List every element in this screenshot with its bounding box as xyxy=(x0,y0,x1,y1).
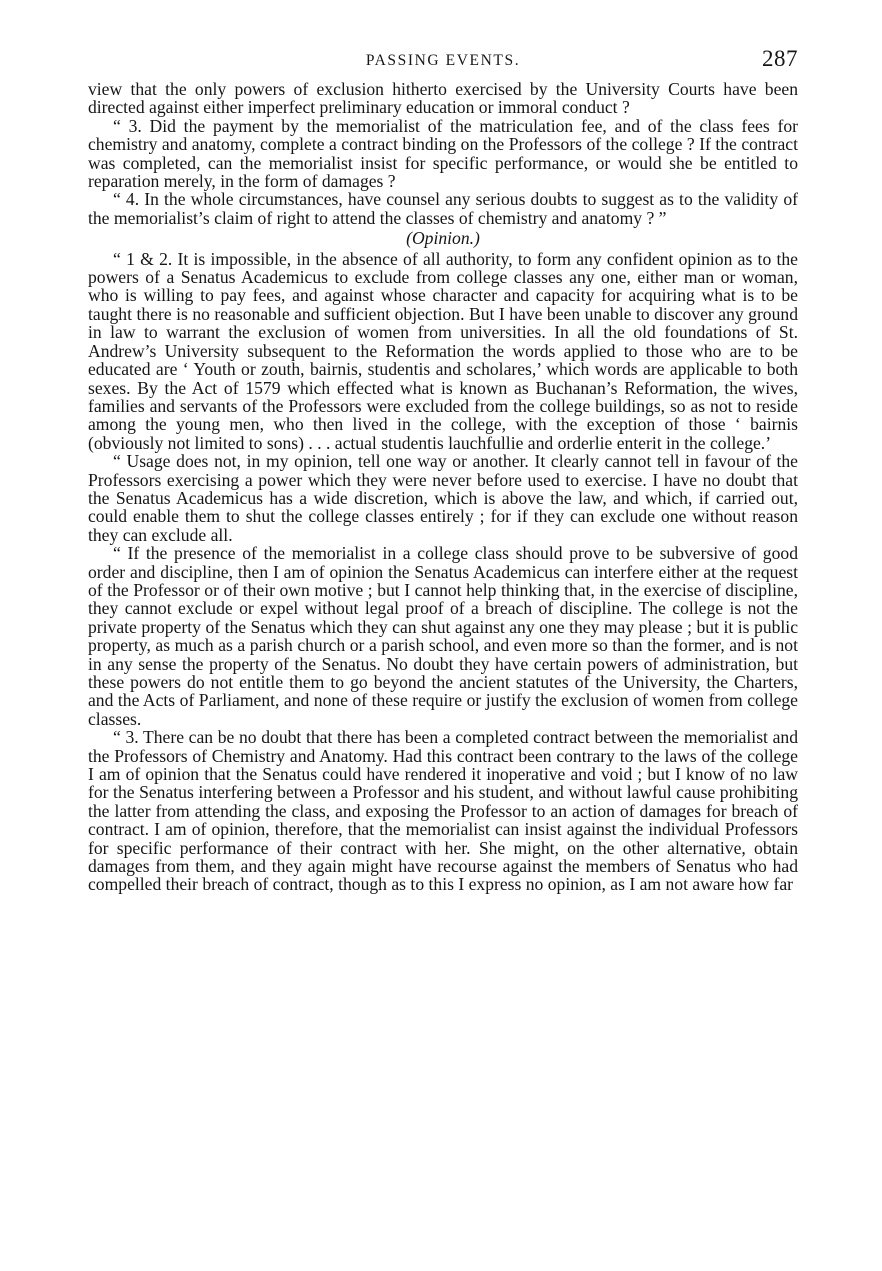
document-page xyxy=(88,46,798,894)
opinion-heading: (Opinion.) xyxy=(406,228,480,249)
paragraph-opinion-3: “ 3. There can be no doubt that there has been a completed contract between the memorialist and the Professors of Chemistry and Anatomy. Had this contract been contrary to the laws of the college I am of opinion that the Senatus could have rendered it inoperative and void ; but I know of no law for the Senatus interfering between a Professor and his student, and without lawful cause prohibiting the latter from attending the class, and exposing the Professor to an action of damages for breach of contract. I am of opinion, therefore, that the memorialist can insist against the individual Professors for specific performance of their contract with her. She might, on the other alternative, obtain damages from them, and they again might have recourse against the members of Senatus who had compelled their breach of contract, though as to this I express no opinion, as I am not aware how far xyxy=(88,727,798,895)
page-header xyxy=(88,46,798,80)
body-text xyxy=(88,80,798,894)
paragraph-continuation: view that the only powers of exclusion hitherto exercised by the University Courts have been directed against either imperfect preliminary education or immoral conduct ? xyxy=(88,79,798,118)
paragraph-discipline: “ If the presence of the memorialist in a college class should prove to be subversive of good order and discipline, then I am of opinion the Senatus Academicus can interfere either at the request of the Professor or of their own motive ; but I cannot help thinking that, in the exercise of discipline, they cannot exclude or expel without legal proof of a breach of discipline. The college is not the private property of the Senatus which they can shut against any one they may please ; but it is public property, as much as a parish church or a parish school, and even more so than the former, and is not in any sense the property of the Senatus. No doubt they have certain powers of administration, but these powers do not entitle them to go beyond the ancient statutes of the University, the Charters, and the Acts of Parliament, and none of these require or justify the exclusion of women from college classes. xyxy=(88,543,798,729)
paragraph-question-4: “ 4. In the whole circumstances, have counsel any serious doubts to suggest as to the validity of the memorialist’s claim of right to attend the classes of chemistry and anatomy ? ” xyxy=(88,189,798,228)
paragraph-question-3: “ 3. Did the payment by the memorialist of the matriculation fee, and of the class fees for chemistry and anatomy, complete a contract binding on the Professors of the college ? If the contract was completed, can the memorialist insist for specific performance, or would she be entitled to reparation merely, in the form of damages ? xyxy=(88,115,798,192)
paragraph-usage: “ Usage does not, in my opinion, tell one way or another. It clearly cannot tell in favour of the Professors exercising a power which they were never before used to exercise. I have no doubt that the Senatus Academicus has a wide discretion, which is above the law, and which, if carried out, could enable them to shut the college classes entirely ; for if they can exclude one without reason they can exclude all. xyxy=(88,451,798,545)
running-head: PASSING EVENTS. xyxy=(365,52,521,69)
page-number: 287 xyxy=(762,46,798,71)
paragraph-opinion-1-2: “ 1 & 2. It is impossible, in the absence of all authority, to form any confident opinion as to the powers of a Senatus Academicus to exclude from college classes any one, either man or woman, who is willing to pay fees, and against whose character and capacity for acquiring what is to be taught there is no reasonable and sufficient objection. But I have been unable to discover any ground in law to warrant the exclusion of women from universities. In all the old foundations of St. Andrew’s University subsequent to the Reformation the words applied to those who are to be educated are ‘ Youth or zouth, bairnis, studentis and scholares,’ which words are applicable to both sexes. By the Act of 1579 which effected what is known as Buchanan’s Reformation, the wives, families and servants of the Professors were excluded from the college buildings, so as not to reside among the young men, who then lived in the college, with the exception of those ‘ bairnis (obviously not limited to sons) . . . actual studentis lauchfullie and orderlie enterit in the college.’ xyxy=(88,248,798,453)
